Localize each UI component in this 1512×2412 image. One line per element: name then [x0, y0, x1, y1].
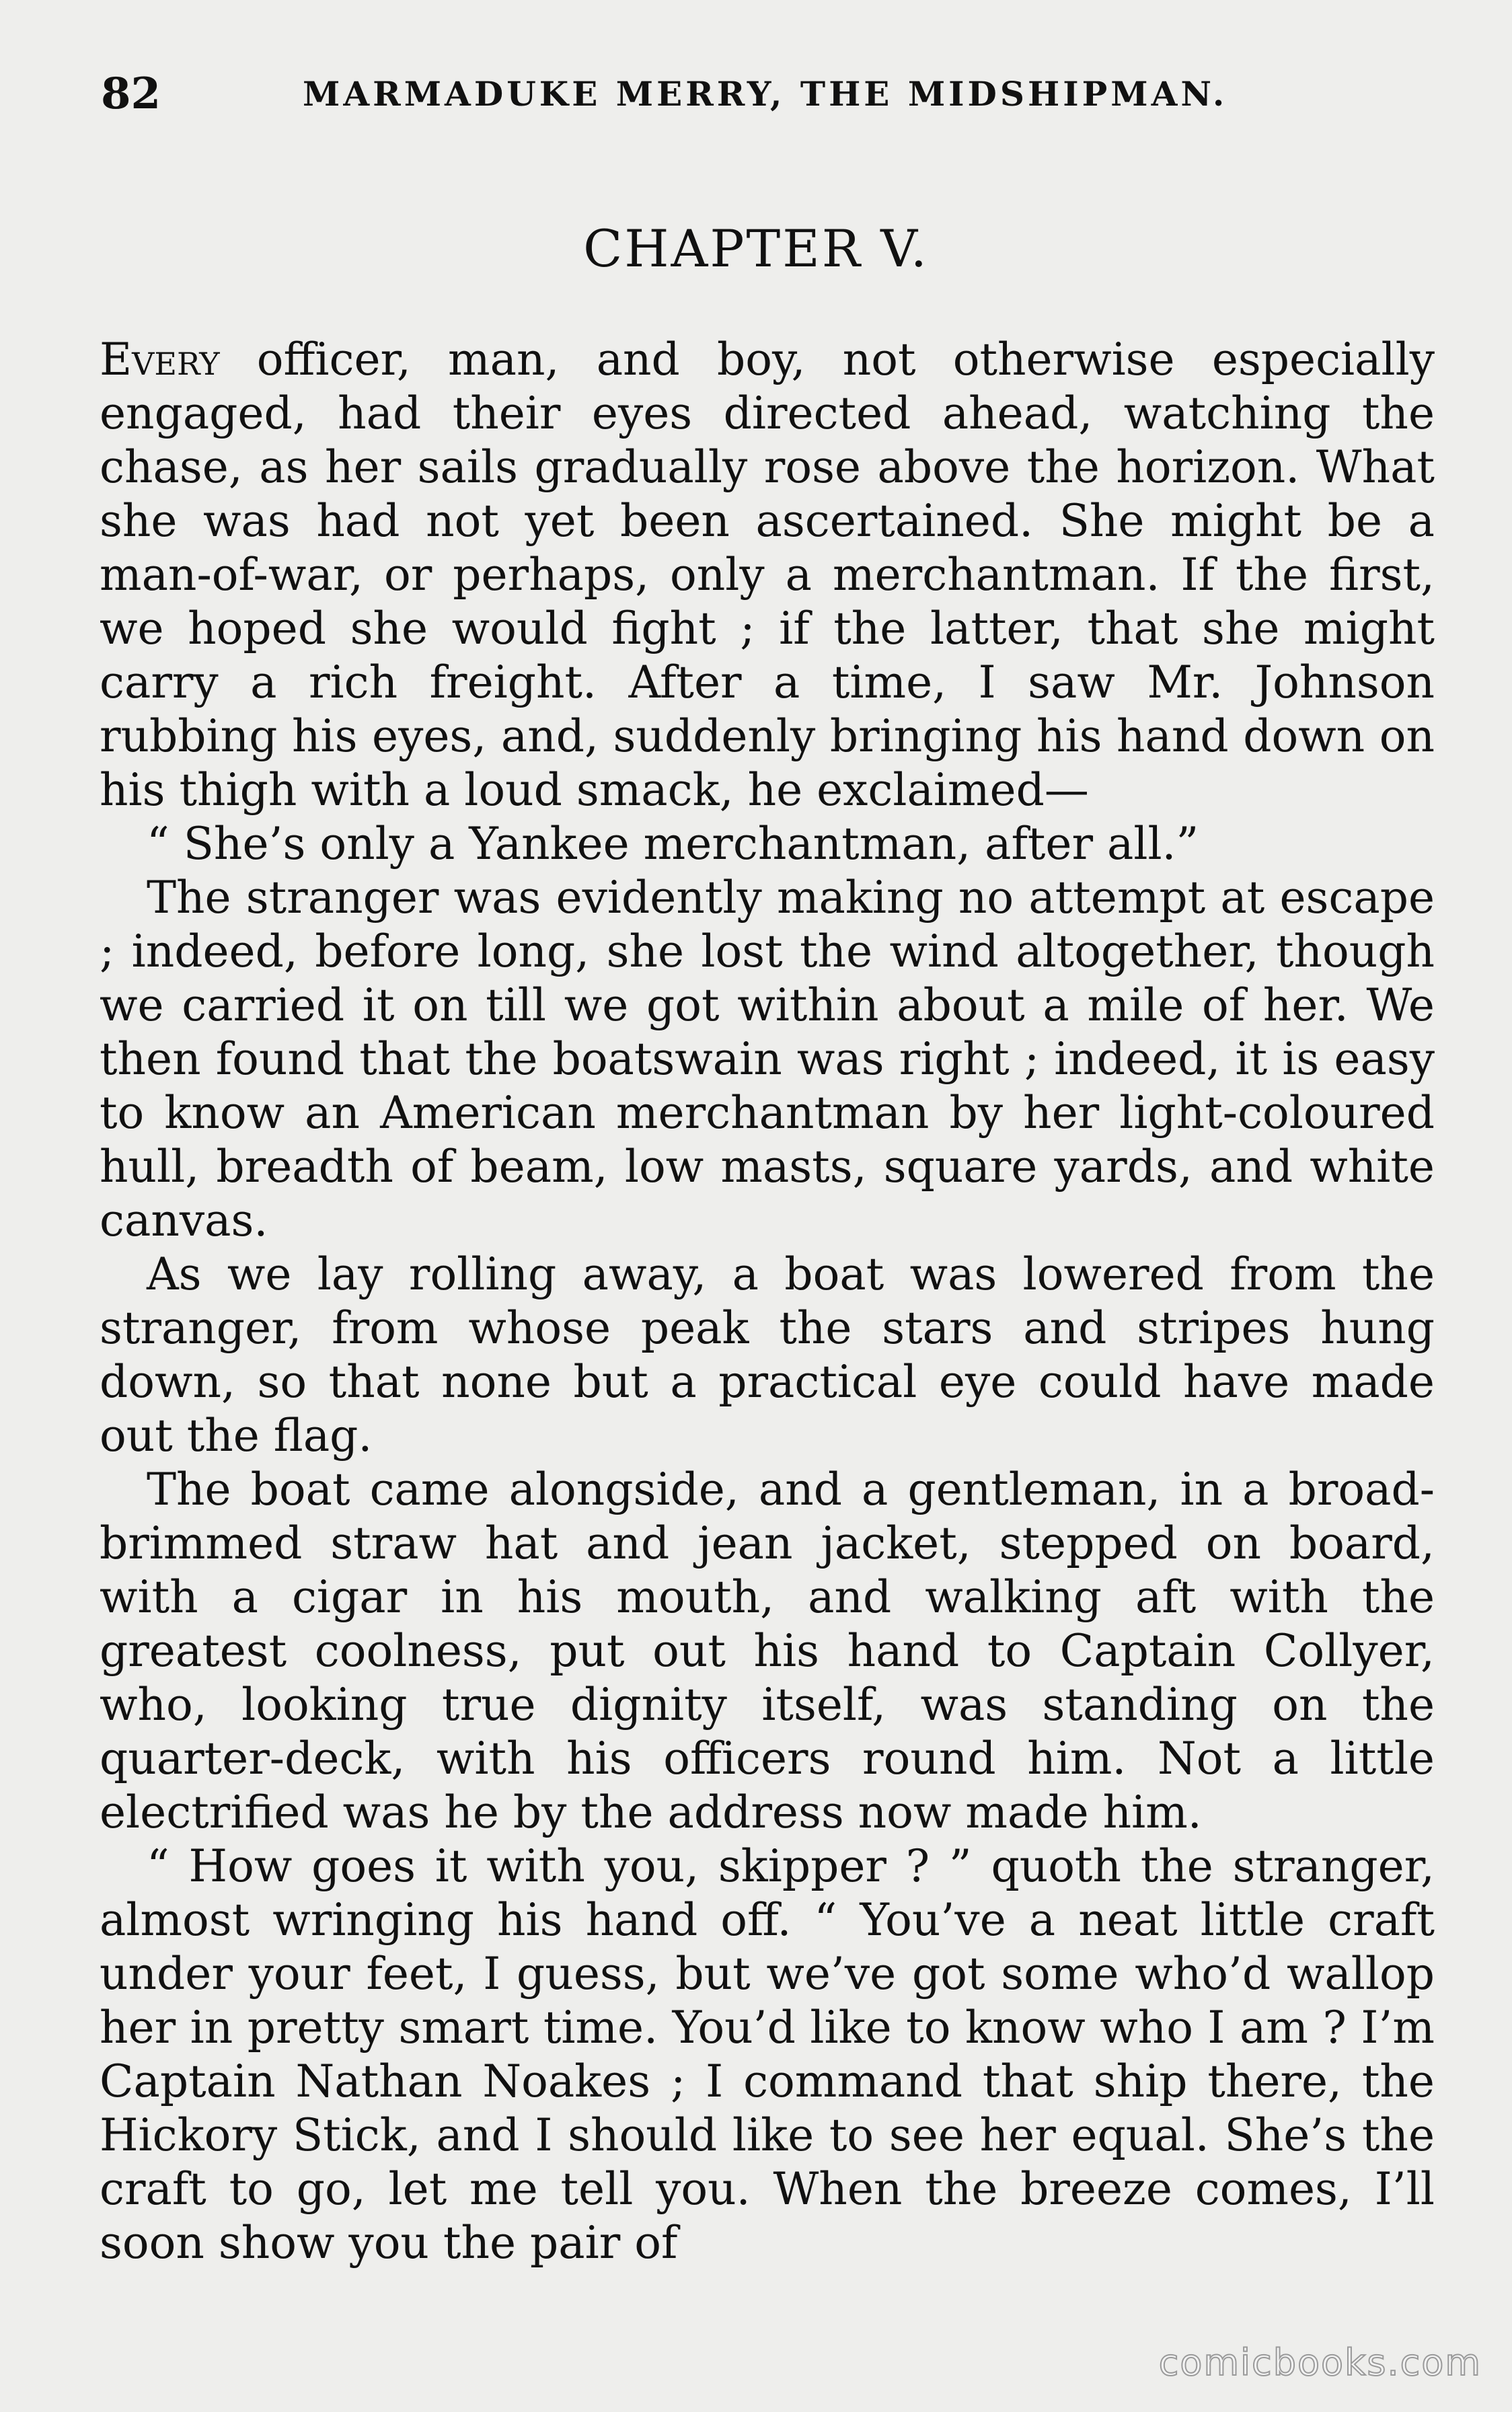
- chapter-heading: CHAPTER V.: [583, 219, 929, 278]
- paragraph-1-text: officer, man, and boy, not otherwise especially engaged, had their eyes directed ahead, watching the chase, as her sails gradually rose above the horizon. What she was had not yet been ascertained. She might be a man-of-war, or perhaps, only a merchantman. If the first, we hoped she would fight ; if the latter, that she might carry a rich freight. After a time, I saw Mr. Johnson rubbing his eyes, and, suddenly bringing his hand down on his thigh with a loud smack, he exclaimed—: [100, 334, 1435, 816]
- page-number: 82: [101, 69, 161, 119]
- paragraph-3: The stranger was evidently making no attempt at escape ; indeed, before long, she lost the wind altogether, though we carried it on till we got within about a mile of her. We then found that the boatswain was right ; indeed, it is easy to know an American merchantman by her light-coloured hull, breadth of beam, low masts, square yards, and white canvas.: [100, 872, 1435, 1246]
- paragraph-6: “ How goes it with you, skipper ? ” quoth the stranger, almost wringing his hand off. “ You’ve a neat little craft under your feet, I guess, but we’ve got some who’d wallop her in pretty smart time. You’d like to know who I am ? I’m Captain Nathan Noakes ; I command that ship there, the Hickory Stick, and I should like to see her equal. She’s the craft to go, let me tell you. When the breeze comes, I’ll soon show you the pair of: [100, 1840, 1435, 2269]
- running-title: MARMADUKE MERRY, THE MIDSHIPMAN.: [303, 74, 1228, 114]
- opening-word: Every: [100, 334, 220, 385]
- running-head: [101, 64, 1411, 124]
- paragraph-2: “ She’s only a Yankee merchantman, after all.”: [147, 818, 1199, 870]
- paragraph-1: [100, 333, 1435, 817]
- body-text: [100, 333, 1435, 2270]
- paragraph-5: The boat came alongside, and a gentleman, in a broad-brimmed straw hat and jean jacket, stepped on board, with a cigar in his mouth, and walking aft with the greatest coolness, put out his hand to Captain Collyer, who, looking true dignity itself, was standing on the quarter-deck, with his officers round him. Not a little electrified was he by the address now made him.: [100, 1464, 1435, 1838]
- paragraph-4: As we lay rolling away, a boat was lowered from the stranger, from whose peak the stars and stripes hung down, so that none but a practical eye could have made out the flag.: [100, 1248, 1435, 1462]
- watermark: comicbooks.com: [1158, 2341, 1482, 2384]
